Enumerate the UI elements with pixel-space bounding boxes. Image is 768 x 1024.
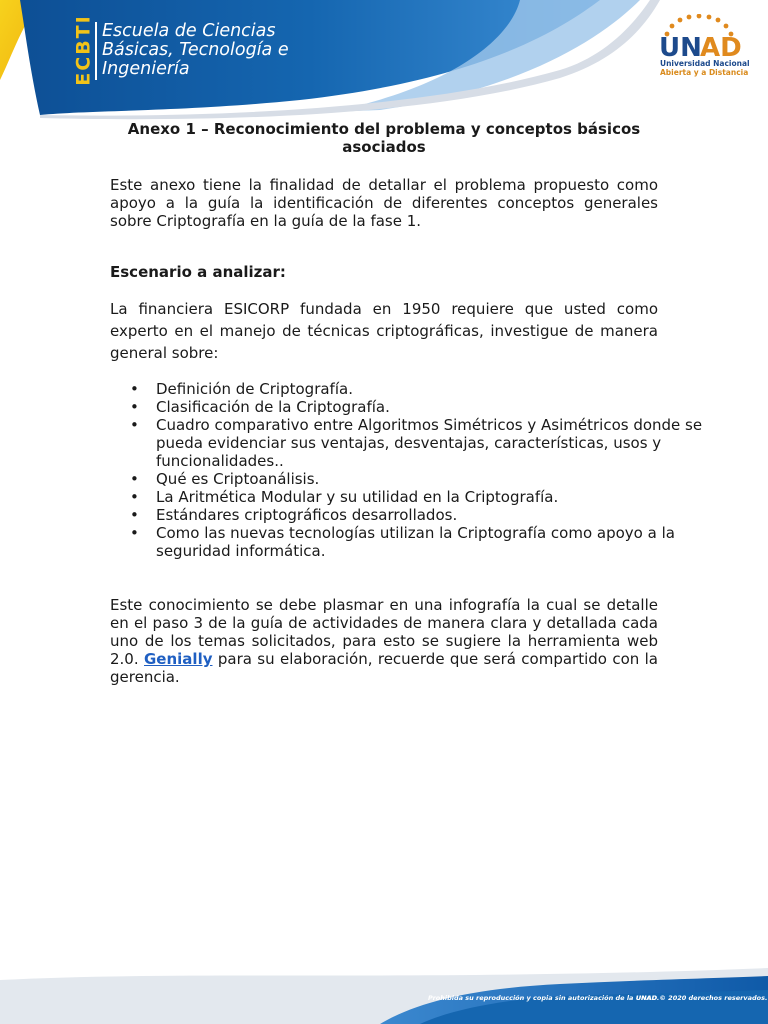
list-item: • La Aritmética Modular y su utilidad en la Criptografía. <box>156 488 704 506</box>
genially-link[interactable]: Genially <box>144 650 213 668</box>
footer-rights: UNAD © 2020 derechos reservados. <box>636 994 768 1002</box>
footer-copyright-notice: Prohibida su reproducción y copia sin autorización de la UNAD. <box>428 994 660 1002</box>
document-body <box>110 120 703 686</box>
closing-paragraph <box>110 596 658 686</box>
footer-wave-background <box>0 960 768 1024</box>
closing-text-after: para su elaboración, recuerde que será compartido con la gerencia. <box>110 650 658 686</box>
list-item: • Cuadro comparativo entre Algoritmos Simétricos y Asimétricos donde se pueda evidenciar sus ventajas, desventajas, características, usos y funcionalidades.. <box>156 416 704 470</box>
topics-list <box>110 380 704 560</box>
intro-paragraph: Este anexo tiene la finalidad de detallar el problema propuesto como apoyo a la guía la identificación de diferentes conceptos generales sobre Criptografía en la guía de la fase 1. <box>110 176 658 230</box>
document-title: Anexo 1 – Reconocimiento del problema y conceptos básicos asociados <box>127 120 641 156</box>
ecbti-acronym: ECBTI <box>73 14 95 86</box>
list-item: • Clasificación de la Criptografía. <box>156 398 704 416</box>
school-name <box>102 22 289 79</box>
scenario-paragraph: La financiera ESICORP fundada en 1950 requiere que usted como experto en el manejo de técnicas criptográficas, investigue de manera general sobre: <box>110 300 658 362</box>
list-item: • Estándares criptográficos desarrollados. <box>156 506 704 524</box>
school-name-line: Escuela de Ciencias <box>102 21 276 41</box>
list-item: • Como las nuevas tecnologías utilizan la Criptografía como apoyo a la seguridad informática. <box>156 524 704 560</box>
page-footer <box>0 960 768 1024</box>
logo-university-line: Universidad Nacional <box>660 59 750 68</box>
header-divider <box>95 22 97 80</box>
section-heading: Escenario a analizar: <box>110 263 286 281</box>
list-item: • Qué es Criptoanálisis. <box>156 470 704 488</box>
closing-text-before: Este conocimiento se debe plasmar en una infografía la cual se detalle en el paso 3 de la guía de actividades de manera clara y detallada cada uno de los temas solicitados, para esto se sugiere la herramienta web 2.0. <box>110 596 658 668</box>
list-item: • Definición de Criptografía. <box>156 380 704 398</box>
logo-tagline-line: Abierta y a Distancia <box>660 68 749 77</box>
school-name-line: Ingeniería <box>102 59 190 79</box>
svg-text:AD: AD <box>700 33 742 63</box>
school-name-line: Básicas, Tecnología e <box>102 40 289 60</box>
svg-text:UN: UN <box>659 33 702 63</box>
